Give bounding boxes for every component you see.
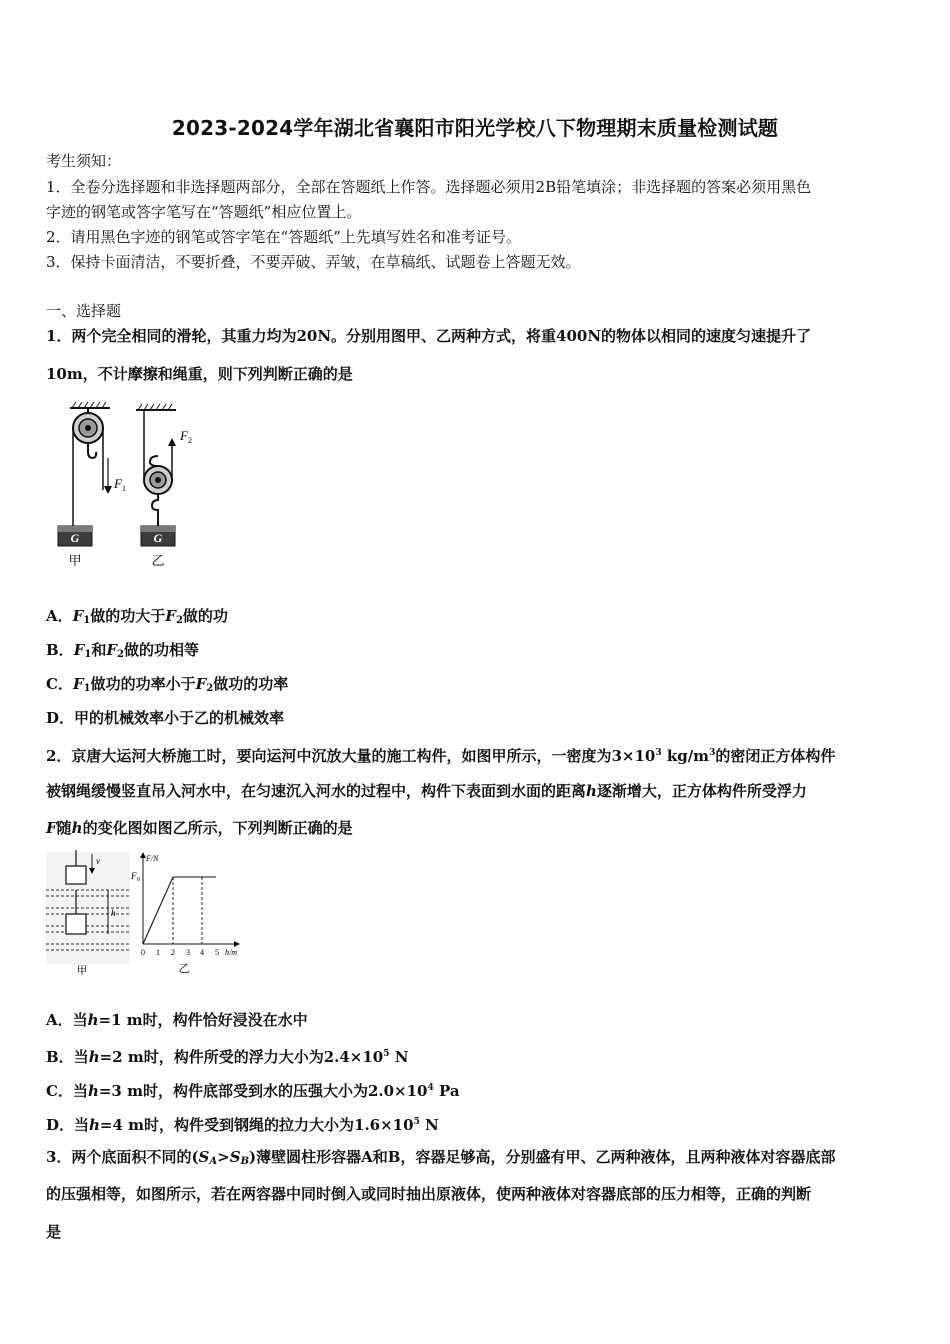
q1-stem-line2: 10m，不计摩擦和绳重，则下列判断正确的是 — [46, 365, 353, 383]
q2-option-a: A．当h=1 m时，构件恰好浸没在水中 — [46, 1011, 308, 1029]
section-heading: 一、选择题 — [46, 302, 122, 320]
force-depth-graph — [130, 852, 240, 975]
q1-option-b: B．$F_1$和$F_2$做的功相等 — [46, 641, 199, 660]
notice-item-1b: 字迹的钢笔或答字笔写在“答题纸”相应位置上。 — [46, 203, 362, 221]
tick-0: 0 — [141, 948, 145, 957]
graph-xlabel: h/m — [225, 948, 237, 957]
graph-ylabel: F/N — [146, 854, 159, 863]
q2-option-c: C．当h=3 m时，构件底部受到水的压强大小为$2.0\times 10^4$ Pa — [46, 1082, 460, 1100]
page-title: 2023-2024学年湖北省襄阳市阳光学校八下物理期末质量检测试题 — [171, 116, 779, 140]
weight-G-yi: G — [153, 531, 163, 545]
tick-2: 2 — [171, 948, 175, 957]
q2-stem-line2: 被钢绳缓慢竖直吊入河水中，在匀速沉入河水的过程中，构件下表面到水面的距离h逐渐增大，正方体构件所受浮力 — [46, 782, 807, 800]
notice-item-2: 2．请用黑色字迹的钢笔或答字笔在“答题纸”上先填写姓名和准考证号。 — [46, 228, 521, 246]
q2-option-d: D．当h=4 m时，构件受到钢绳的拉力大小为$1.6\times 10^5$ N — [46, 1116, 439, 1134]
label-jia-2: 甲 — [76, 964, 88, 977]
q2-stem-line3: F随h的变化图如图乙所示，下列判断正确的是 — [46, 819, 353, 837]
buoyancy-figure — [44, 850, 244, 980]
weight-G-jia: G — [70, 531, 80, 545]
q1-option-c: C．$F_1$做功的功率小于$F_2$做功的功率 — [46, 675, 289, 694]
water-diagram-jia — [46, 850, 130, 977]
label-h: h — [111, 908, 116, 918]
label-F1-sub: 1 — [122, 484, 126, 493]
label-F2: F — [180, 428, 188, 443]
notice-heading: 考生须知： — [46, 152, 122, 170]
tick-1: 1 — [156, 948, 160, 957]
q2-stem-line1: 2．京唐大运河大桥施工时，要向运河中沉放大量的施工构件，如图甲所示，一密度为$3\times 10^3$ $kg/m^3$的密闭正方体构件 — [46, 747, 836, 765]
notice-item-1a: 1．全卷分选择题和非选择题两部分，全部在答题纸上作答。选择题必须用2B铅笔填涂；非选择题的答案必须用黑色 — [46, 178, 812, 196]
label-F2-sub: 2 — [188, 436, 192, 445]
pulley-jia — [58, 402, 126, 569]
q1-option-a: A．$F_1$做的功大于$F_2$做的功 — [46, 607, 228, 626]
tick-5: 5 — [215, 948, 219, 957]
notice-item-3: 3．保持卡面清洁，不要折叠，不要弄破、弄皱，在草稿纸、试题卷上答题无效。 — [46, 253, 581, 271]
label-F1: F — [114, 476, 122, 491]
tick-4: 4 — [200, 948, 204, 957]
q3-stem-line3: 是 — [46, 1223, 62, 1241]
graph-F0-sub: 0 — [137, 877, 140, 883]
graph-F0: F — [131, 871, 137, 881]
label-yi-2: 乙 — [178, 962, 190, 975]
pulley-figure — [52, 400, 212, 575]
q1-stem-line1: 1．两个完全相同的滑轮，其重力均为20N。分别用图甲、乙两种方式，将重400N的物体以相同的速度匀速提升了 — [46, 327, 812, 345]
label-v: v — [96, 856, 100, 866]
q1-option-d: D．甲的机械效率小于乙的机械效率 — [46, 709, 285, 727]
q3-stem-line1: 3．两个底面积不同的$(S_A>S_B)$薄壁圆柱形容器A和B，容器足够高，分别盛有甲、乙两种液体，且两种液体对容器底部 — [46, 1148, 836, 1167]
q3-stem-line2: 的压强相等，如图所示，若在两容器中同时倒入或同时抽出原液体，使两种液体对容器底部的压力相等，正确的判断 — [46, 1185, 812, 1203]
tick-3: 3 — [186, 948, 190, 957]
label-jia: 甲 — [68, 554, 82, 569]
label-yi: 乙 — [151, 554, 165, 569]
q2-option-b: B．当h=2 m时，构件所受的浮力大小为$2.4\times 10^5$ N — [46, 1048, 409, 1066]
pulley-yi — [136, 404, 192, 569]
